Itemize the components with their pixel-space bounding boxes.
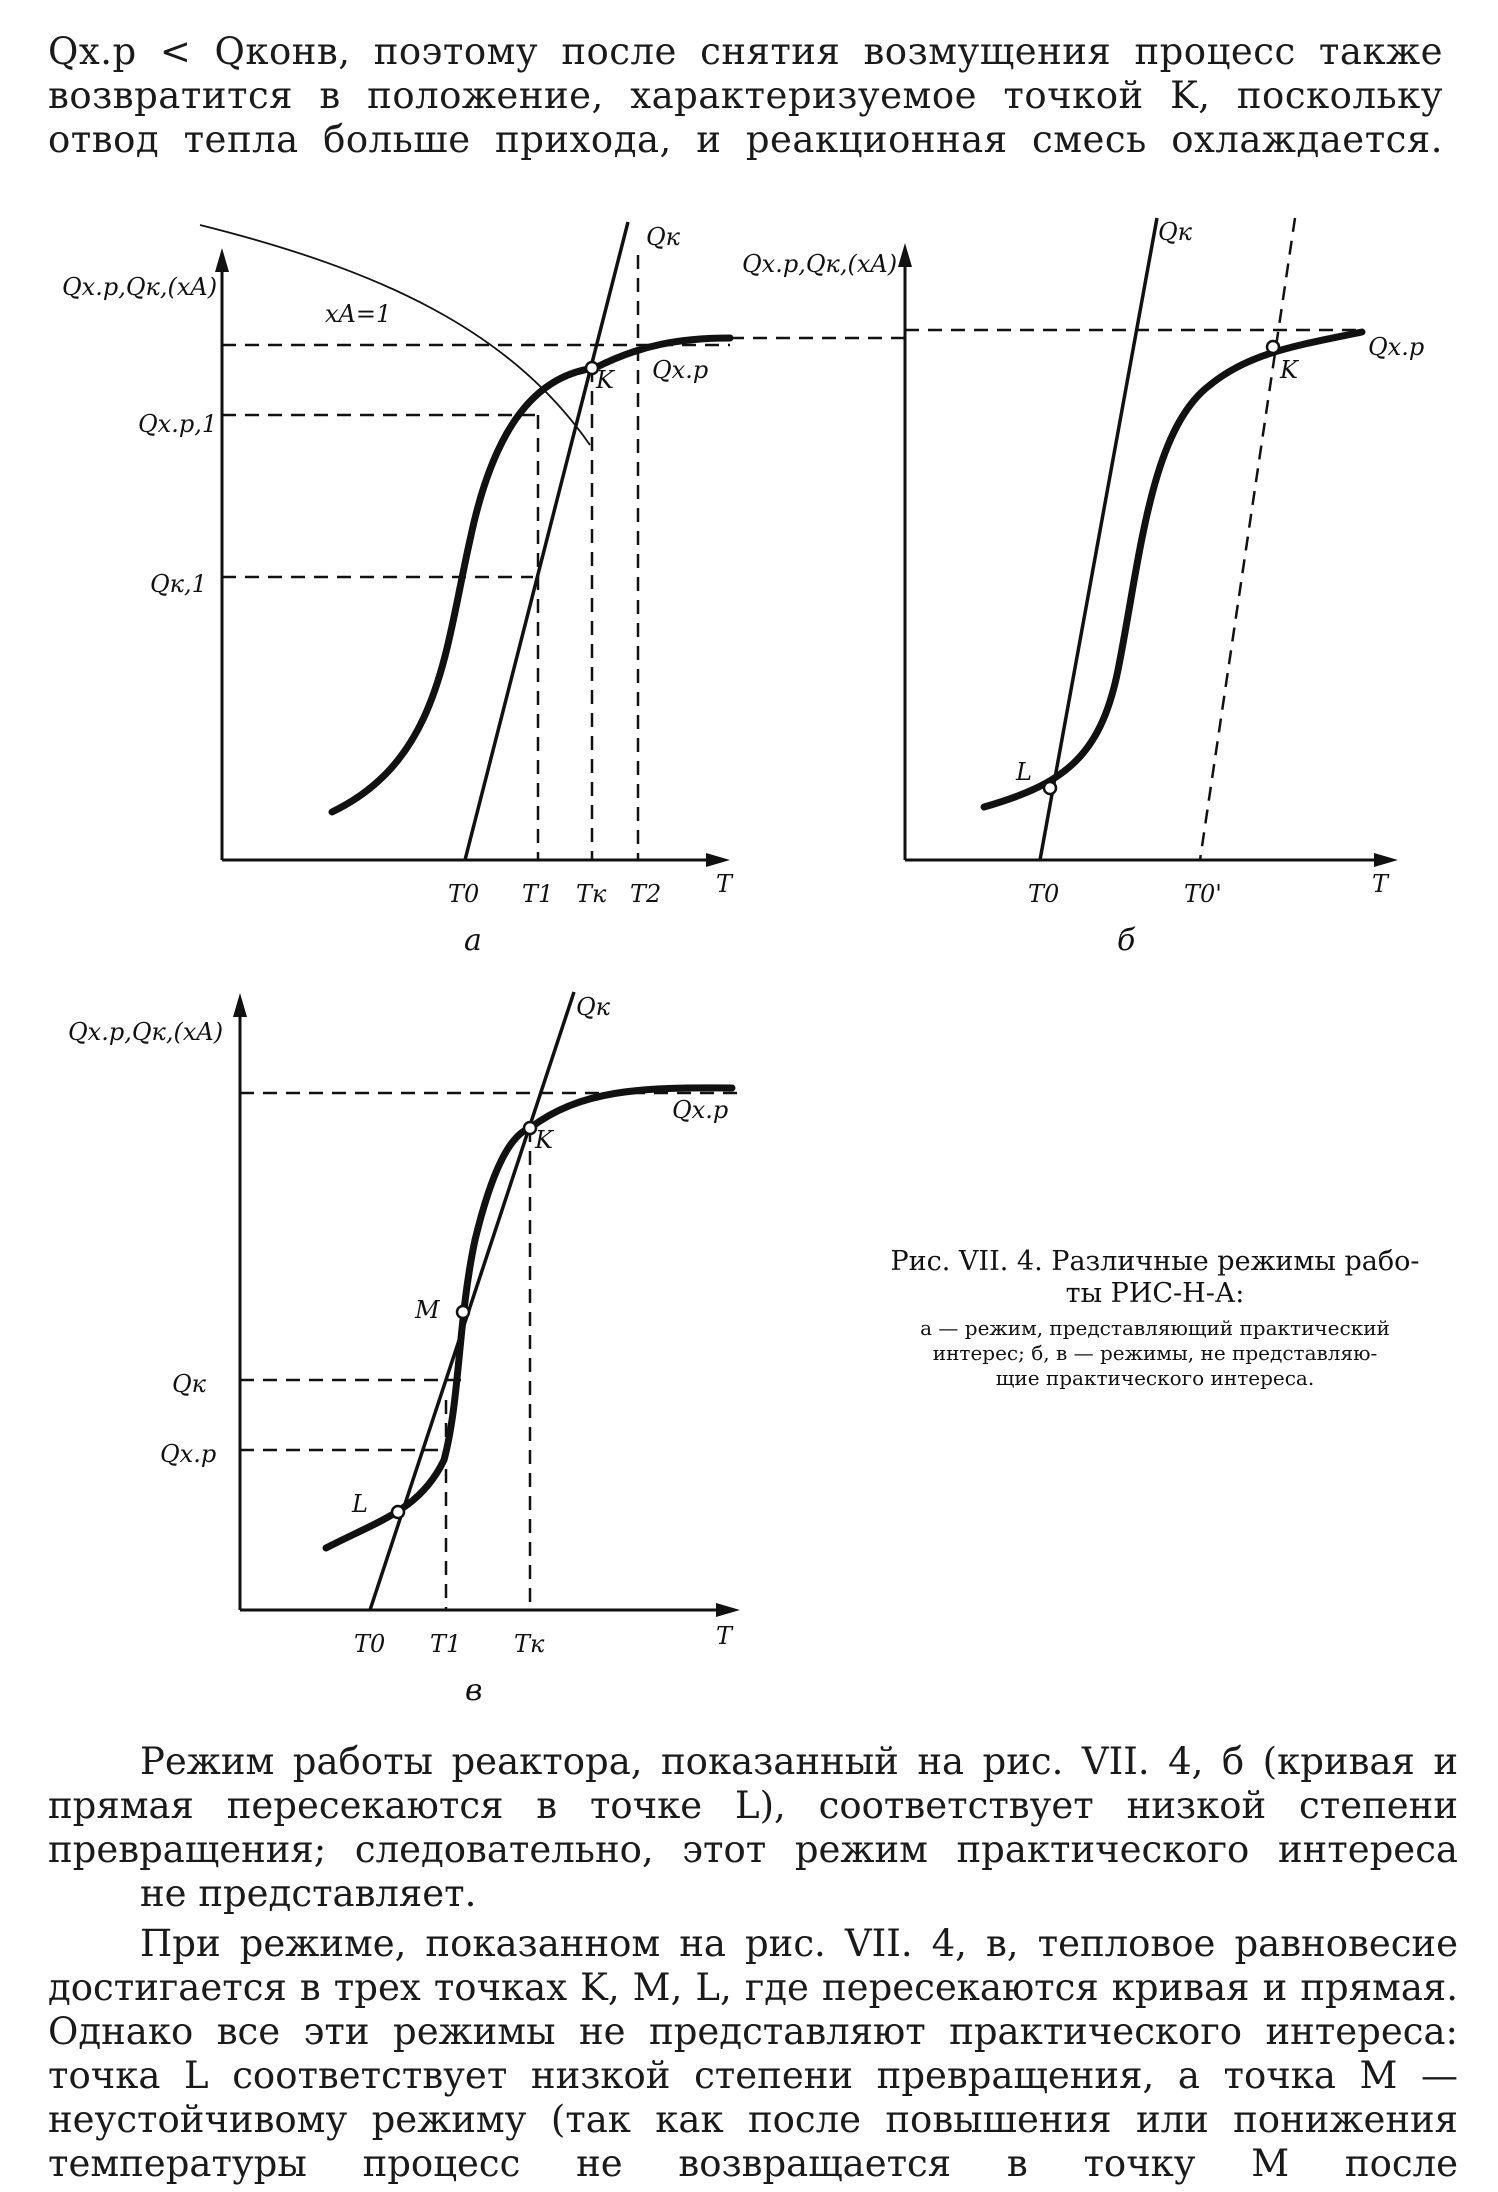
fig-c-point-l-label: L — [352, 1490, 368, 1518]
fig-b-x-label: T — [1372, 870, 1389, 898]
fig-a-xa-label: xA=1 — [325, 300, 392, 328]
fig-b-tick-t0: T0 — [1028, 880, 1060, 908]
fig-b-x-arrow-icon — [1374, 853, 1398, 867]
fig-c-x-label: T — [716, 1622, 733, 1650]
fig-c-y-label: Qx.p,Qк,(xA) — [68, 1018, 224, 1046]
fig-b-point-l — [1044, 782, 1056, 794]
fig-a-xa-curve — [200, 225, 590, 445]
fig-b-y-label: Qx.p,Qк,(xA) — [742, 250, 898, 278]
caption-note-line-2: интерес; б, в — режимы, не представляю- — [932, 1341, 1378, 1365]
fig-c-y-arrow-icon — [233, 993, 247, 1017]
caption-title-line-1: Рис. VII. 4. Различные режимы рабо- — [890, 1246, 1420, 1277]
fig-a-tick-t2: T2 — [630, 880, 662, 908]
fig-c-tick-t1: T1 — [430, 1630, 462, 1658]
fig-b-y-arrow-icon — [898, 243, 912, 267]
fig-a-qk-line — [465, 222, 628, 860]
fig-b-qxr-curve — [984, 332, 1362, 807]
caption-title-line-2: ты РИС-Н-А: — [1065, 1278, 1245, 1309]
body-paragraph-2: При режиме, показанном на рис. VII. 4, в, тепловое равновесие достигается в трех точках K, M, L, где пересекаются кривая и прямая. Однако все эти режимы не представляют практического интереса: точка L соответствует низкой степени превращения, а точка M — неустойчивому режиму (так как после повышения или понижения температуры процесс не возвращается в точку M после — [48, 1922, 1458, 2185]
fig-c-tick-tk: Tк — [514, 1630, 545, 1658]
intro-paragraph: Qx.p < Qконв, поэтому после снятия возмущения процесс также возвратится в положение, характеризуемое точкой K, поскольку отвод тепла больше прихода, и реакционная смесь охлаждается. — [48, 30, 1443, 161]
fig-c-tick-t0: T0 — [354, 1630, 386, 1658]
fig-a-point-k-label: K — [596, 366, 614, 394]
fig-a-qxr-curve-label: Qx.p — [652, 356, 709, 384]
figure-a — [62, 222, 734, 958]
figure-b — [742, 218, 1424, 958]
caption-note-line-1: а — режим, представляющий практический — [920, 1316, 1390, 1340]
body-paragraph-1-last-line: не представляет. — [140, 1872, 477, 1915]
fig-a-qxr-curve — [332, 338, 730, 812]
fig-a-qxr1-label: Qx.p,1 — [138, 410, 218, 438]
fig-c-point-m — [457, 1306, 469, 1318]
fig-a-panel-letter: а — [464, 923, 482, 958]
fig-b-qk-line-label: Qк — [1158, 218, 1193, 246]
fig-b-point-k-label: K — [1280, 356, 1298, 384]
fig-b-panel-letter: б — [1117, 923, 1136, 958]
fig-a-tick-tk: Tк — [576, 880, 607, 908]
caption-note-line-3: щие практического интереса. — [995, 1366, 1315, 1390]
fig-c-point-m-label: M — [415, 1296, 440, 1324]
fig-b-tick-t0-prime: T0' — [1184, 880, 1222, 908]
fig-c-point-k-label: K — [535, 1126, 553, 1154]
fig-c-qxr-level-label: Qx.p — [160, 1440, 217, 1468]
fig-a-x-label: T — [716, 870, 733, 898]
fig-a-y-label: Qx.p,Qк,(xA) — [62, 273, 218, 301]
fig-c-x-arrow-icon — [716, 1603, 740, 1617]
fig-a-tick-t1: T1 — [522, 880, 554, 908]
fig-a-qk-line-label: Qк — [646, 223, 681, 251]
fig-a-qk1-label: Qк,1 — [150, 570, 207, 598]
fig-c-qk-level-label: Qк — [172, 1370, 207, 1398]
fig-c-qxr-curve-label: Qx.p — [672, 1096, 729, 1124]
fig-a-y-arrow-icon — [215, 248, 229, 272]
fig-c-panel-letter: в — [465, 1673, 483, 1708]
fig-c-qk-line-label: Qк — [576, 993, 611, 1021]
figure-c — [68, 992, 740, 1708]
fig-b-point-k — [1267, 341, 1279, 353]
fig-c-point-l — [392, 1506, 404, 1518]
body-paragraph-1 — [48, 1740, 1458, 1916]
fig-a-tick-t0: T0 — [448, 880, 480, 908]
figure-caption — [890, 1246, 1419, 1390]
fig-b-point-l-label: L — [1016, 758, 1032, 786]
body-paragraph-1-text: Режим работы реактора, показанный на рис. VII. 4, б (кривая и прямая пересекаются в точке L), соответствует низкой степени превращения; следовательно, этот режим практического интереса — [48, 1740, 1458, 1871]
fig-b-qxr-curve-label: Qx.p — [1368, 333, 1425, 361]
fig-b-shifted-qk-dash — [1200, 218, 1295, 860]
fig-a-x-arrow-icon — [706, 853, 730, 867]
